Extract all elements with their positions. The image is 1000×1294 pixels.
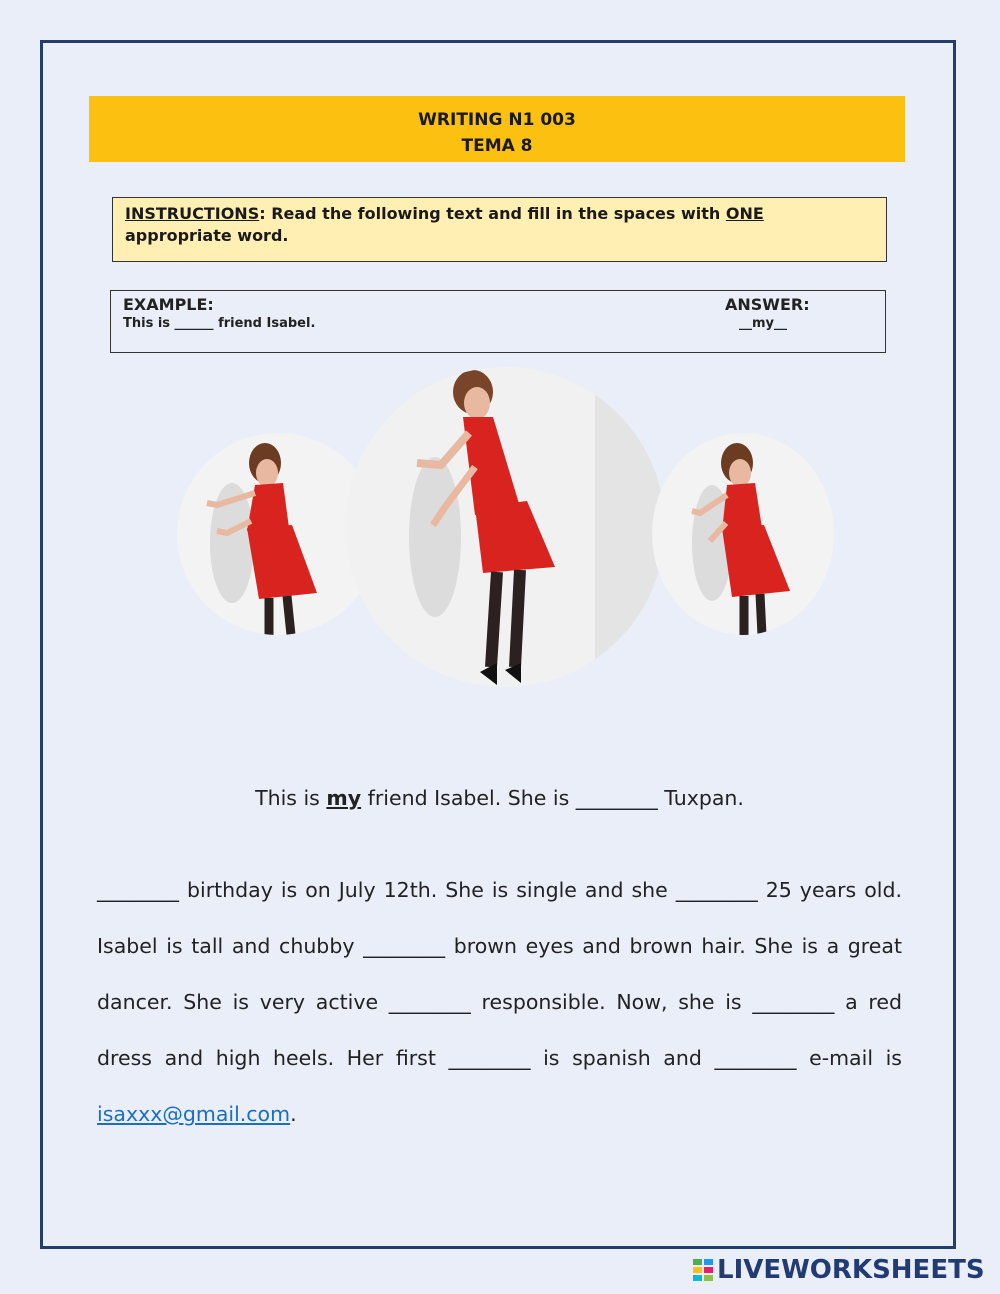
intro-my: my [326, 786, 362, 810]
worksheet-topic: TEMA 8 [461, 136, 533, 156]
brand-name: LIVEWORKSHEETS [717, 1255, 985, 1285]
intro-text-a: This is [255, 786, 327, 810]
instructions-end: . [282, 226, 289, 245]
instructions-box [112, 197, 887, 262]
instructions-text-a: : Read the following text and fill in the spaces with [259, 204, 726, 223]
photo-right [652, 433, 834, 635]
woman-red-dress-photo-right [652, 433, 834, 635]
photo-center [345, 367, 665, 687]
example-box [110, 290, 886, 353]
example-label: EXAMPLE [123, 295, 208, 314]
intro-sentence [97, 786, 902, 810]
liveworksheets-logo-icon [692, 1258, 714, 1282]
title-banner [89, 96, 905, 162]
example-label-wrap [123, 295, 214, 314]
example-colon: : [207, 295, 214, 314]
instructions-emphasis: ONE [725, 204, 764, 223]
instructions-label: INSTRUCTIONS [125, 204, 260, 223]
intro-text-b: friend Isabel. She is ________ Tuxpan. [361, 786, 744, 810]
paragraph-body: ________ birthday is on July 12th. She is single and she ________ 25 years old. Isabel is tall and chubby ________ brown eyes and brown hair. She is a great dancer. She is very active ________ responsible. Now, she is ________ a red dress and high heels. Her first ________ is spanish and ________ e-mail is [97, 878, 902, 1070]
email-link[interactable]: isaxxx@gmail.com [97, 1102, 291, 1126]
answer-label-wrap [725, 295, 810, 314]
fill-in-paragraph [97, 862, 902, 1142]
instructions-text-b: appropriate word [125, 226, 283, 245]
woman-red-dress-photo-center [345, 367, 665, 687]
worksheet-title: WRITING N1 003 [418, 110, 576, 130]
paragraph-end: . [290, 1102, 297, 1126]
liveworksheets-logo [692, 1255, 985, 1285]
answer-label: ANSWER [725, 295, 804, 314]
answer-colon: : [803, 295, 810, 314]
example-sentence: This is ______ friend Isabel. [123, 316, 316, 331]
answer-value: __my__ [739, 316, 788, 331]
